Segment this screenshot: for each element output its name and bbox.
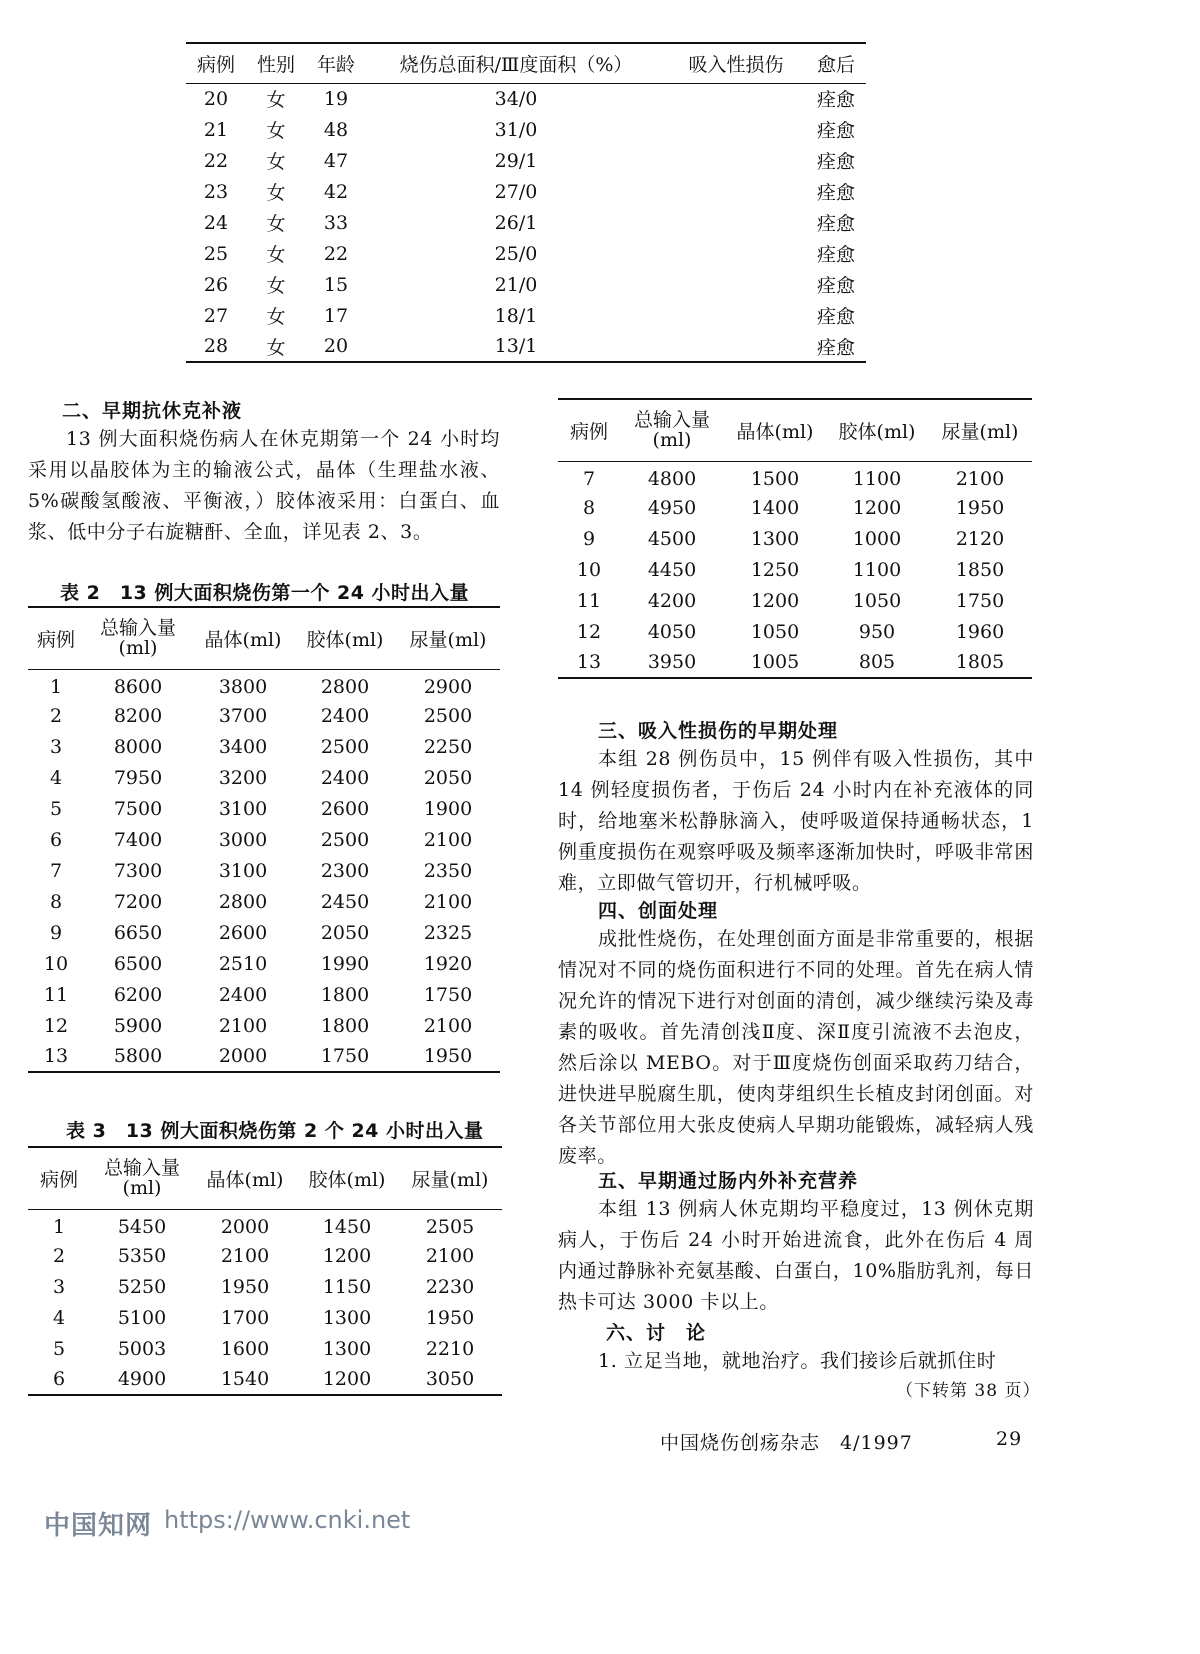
table-cell: 1200 <box>750 589 800 612</box>
table-cell: 2325 <box>423 921 473 944</box>
table-cell: 9 <box>582 527 596 550</box>
section-6-body: 1. 立足当地，就地治疗。我们接诊后就抓住时 <box>598 1350 997 1372</box>
table-row <box>28 1041 500 1072</box>
table-cell: 2400 <box>218 983 268 1006</box>
table-cell: 3100 <box>218 797 268 820</box>
table-cell: 4900 <box>117 1368 167 1390</box>
table-1 <box>186 42 866 363</box>
journal-footer: 中国烧伤创疡杂志 4/1997 <box>660 1432 913 1454</box>
table-cell: 5 <box>49 797 63 820</box>
table-cell: 1920 <box>423 952 473 975</box>
table-cell: 2100 <box>220 1244 270 1267</box>
table-cell: 2900 <box>423 675 473 698</box>
table-row <box>28 948 500 979</box>
section-4-heading: 四、创面处理 <box>598 900 719 922</box>
t3-header-colloid: 胶体(ml) <box>308 1168 386 1191</box>
table-row <box>28 1364 502 1395</box>
table-cell: 痊愈 <box>816 120 855 142</box>
table-cell: 2800 <box>218 890 268 913</box>
table-row <box>558 554 1032 585</box>
section-3-body: 本组 28 例伤员中，15 例伴有吸入性损伤，其中 14 例轻度损伤者，于伤后 24 小时内在补充液体的同时，给地塞米松静脉滴入，使呼吸道保持通畅状态，1 例重度损伤在观察呼吸及频率逐渐加快时，呼吸非常困难，立即做气管切开，行机械呼吸。 <box>558 748 1034 894</box>
table-cell: 2100 <box>423 828 473 851</box>
table-row <box>558 647 1032 678</box>
t2-header-case: 病例 <box>36 628 75 651</box>
table-cell: 3 <box>49 735 63 758</box>
table-cell: 1100 <box>852 558 902 581</box>
table-cell: 2100 <box>955 467 1005 490</box>
section-5-heading: 五、早期通过肠内外补充营养 <box>598 1170 859 1192</box>
table-cell: 1500 <box>750 467 800 490</box>
table-cell: 5250 <box>117 1275 167 1298</box>
table-cell: 1950 <box>955 496 1005 519</box>
t1-header-sex: 性别 <box>256 53 295 76</box>
table-cell: 2100 <box>218 1014 268 1037</box>
table-cell: 11 <box>43 983 69 1006</box>
table-cell: 21 <box>203 118 229 141</box>
t1-header-area: 烧伤总面积/Ⅲ度面积（%） <box>399 53 633 76</box>
table-cell: 7 <box>49 859 63 882</box>
table-row <box>28 669 500 700</box>
table-cell: 2350 <box>423 859 473 882</box>
t3c-header-urine: 尿量(ml) <box>941 420 1019 443</box>
table-cell: 2510 <box>218 952 268 975</box>
table-cell: 2050 <box>423 766 473 789</box>
section-2-body: 13 例大面积烧伤病人在休克期第一个 24 小时均采用以晶胶体为主的输液公式，晶体（生理盐水液、5%碳酸氢酸液、平衡液，）胶体液采用：白蛋白、血浆、低中分子右旋糖酐、全血，详见表 2、3。 <box>28 428 500 543</box>
table-cell: 1300 <box>750 527 800 550</box>
t2-header-total-label: 总输入量 <box>99 617 176 640</box>
table-cell: 1800 <box>320 983 370 1006</box>
t1-header-inhalation: 吸入性损伤 <box>688 53 784 76</box>
table-cell: 26/1 <box>494 211 538 234</box>
table-cell <box>666 114 806 145</box>
table-cell: 1300 <box>322 1337 372 1360</box>
t3c-header-total-label: 总输入量 <box>633 409 710 432</box>
t3c-header-colloid: 胶体(ml) <box>838 420 916 443</box>
t3c-header-case: 病例 <box>569 420 608 443</box>
table-cell: 4 <box>49 766 63 789</box>
table-cell: 4450 <box>647 558 697 581</box>
table-cell: 痊愈 <box>816 213 855 235</box>
table-cell: 8 <box>582 496 596 519</box>
table-cell: 5900 <box>113 1014 163 1037</box>
table-cell: 1600 <box>220 1337 270 1360</box>
table-cell: 6200 <box>113 983 163 1006</box>
table-cell: 7 <box>582 467 596 490</box>
t3-header-total-unit: (ml) <box>122 1177 162 1200</box>
table-row <box>28 979 500 1010</box>
table-cell: 5450 <box>117 1215 167 1238</box>
table-cell: 7500 <box>113 797 163 820</box>
table-cell: 1400 <box>750 496 800 519</box>
table-cell: 3400 <box>218 735 268 758</box>
table-cell: 1050 <box>750 620 800 643</box>
table-cell: 25/0 <box>494 242 538 265</box>
t3c-header-total <box>620 399 724 461</box>
table-cell: 1 <box>49 675 63 698</box>
table-cell: 2000 <box>220 1215 270 1238</box>
table-cell: 1 <box>52 1215 66 1238</box>
table-cell: 痊愈 <box>816 275 855 297</box>
table-cell: 女 <box>266 275 286 297</box>
table-cell <box>666 300 806 331</box>
table-row <box>28 1010 500 1041</box>
table-cell: 7200 <box>113 890 163 913</box>
continued-note: （下转第 38 页） <box>896 1381 1041 1401</box>
table-cell: 1200 <box>852 496 902 519</box>
table-cell: 28 <box>203 335 229 357</box>
section-6-heading: 六、讨 论 <box>606 1322 707 1344</box>
table-cell <box>666 83 806 114</box>
table-row <box>28 1302 502 1333</box>
t3-header-crystal: 晶体(ml) <box>206 1168 284 1191</box>
table-row <box>558 492 1032 523</box>
table-cell: 1300 <box>322 1306 372 1329</box>
table-row <box>186 269 866 300</box>
t2-header-total <box>84 607 192 669</box>
table-cell: 8000 <box>113 735 163 758</box>
table-cell: 3700 <box>218 704 268 727</box>
table-cell: 1250 <box>750 558 800 581</box>
table-cell: 4950 <box>647 496 697 519</box>
table-cell <box>666 269 806 300</box>
table-cell: 805 <box>858 651 896 673</box>
table-cell: 13/1 <box>494 335 538 357</box>
table-cell: 1450 <box>322 1215 372 1238</box>
table-cell: 2500 <box>320 735 370 758</box>
table-cell <box>666 238 806 269</box>
table-cell: 5350 <box>117 1244 167 1267</box>
table-cell: 1750 <box>955 589 1005 612</box>
table-row <box>186 145 866 176</box>
t2-header-crystal: 晶体(ml) <box>204 628 282 651</box>
table-row <box>558 523 1032 554</box>
table-cell: 2500 <box>320 828 370 851</box>
table-cell: 2500 <box>423 704 473 727</box>
table-row <box>186 331 866 362</box>
table-cell: 22 <box>203 149 229 172</box>
table-cell: 8200 <box>113 704 163 727</box>
table-3 <box>28 1146 502 1396</box>
section-3-heading: 三、吸入性损伤的早期处理 <box>598 720 839 742</box>
table-cell: 31/0 <box>494 118 538 141</box>
table-cell: 13 <box>576 651 602 673</box>
table-cell: 10 <box>576 558 602 581</box>
table-cell: 痊愈 <box>816 244 855 266</box>
table-row <box>28 1271 502 1302</box>
t1-header-case: 病例 <box>196 53 235 76</box>
table-cell: 2230 <box>425 1275 475 1298</box>
section-2-heading: 二、早期抗休克补液 <box>62 400 243 422</box>
table-row <box>28 793 500 824</box>
table-cell: 4200 <box>647 589 697 612</box>
table-row <box>28 855 500 886</box>
table-cell: 3050 <box>425 1368 475 1390</box>
table-cell: 2100 <box>423 890 473 913</box>
section-4-body: 成批性烧伤，在处理创面方面是非常重要的，根据情况对不同的烧伤面积进行不同的处理。首先在病人情况允许的情况下进行对创面的清创，减少继续污染及毒素的吸收。首先清创浅Ⅱ度、深Ⅱ度引流液不去泡皮，然后涂以 MEBO。对于Ⅲ度烧伤创面采取药刀结合，进快进早脱腐生肌，使肉芽组织生长植皮封闭创面。对各关节部位用大张皮使病人早期功能锻炼，减轻病人残废率。 <box>558 928 1034 1167</box>
table-cell: 20 <box>203 87 229 110</box>
table-cell: 1750 <box>320 1045 370 1067</box>
table-cell: 2050 <box>320 921 370 944</box>
table-cell: 10 <box>43 952 69 975</box>
table-3-continued <box>558 398 1032 679</box>
table-row <box>186 176 866 207</box>
t1-header-outcome: 愈后 <box>816 53 855 76</box>
table-cell: 女 <box>266 120 286 142</box>
table-cell: 950 <box>858 620 896 643</box>
table-cell: 3950 <box>647 651 697 673</box>
table-cell: 5100 <box>117 1306 167 1329</box>
table-cell: 2100 <box>425 1244 475 1267</box>
table-row <box>28 700 500 731</box>
table-cell <box>666 207 806 238</box>
table-cell: 女 <box>266 151 286 173</box>
table-cell: 2100 <box>423 1014 473 1037</box>
table-cell: 4 <box>52 1306 66 1329</box>
table-cell: 2250 <box>423 735 473 758</box>
table-row <box>28 731 500 762</box>
table-cell: 女 <box>266 244 286 266</box>
table-cell: 女 <box>266 213 286 235</box>
table-cell: 2 <box>49 704 63 727</box>
table-row <box>186 114 866 145</box>
table-cell: 4050 <box>647 620 697 643</box>
table-cell: 47 <box>323 149 349 172</box>
table-cell: 1050 <box>852 589 902 612</box>
table-cell: 27/0 <box>494 180 538 203</box>
table-cell: 1200 <box>322 1368 372 1390</box>
table-cell <box>666 145 806 176</box>
table-cell: 6 <box>49 828 63 851</box>
table-row <box>558 585 1032 616</box>
table-cell: 痊愈 <box>816 182 855 204</box>
table-cell: 5 <box>52 1337 66 1360</box>
table-cell: 9 <box>49 921 63 944</box>
t3c-header-total-unit: (ml) <box>652 429 692 452</box>
table-cell: 29/1 <box>494 149 538 172</box>
table-cell: 4500 <box>647 527 697 550</box>
table-cell: 2600 <box>320 797 370 820</box>
table-cell: 22 <box>323 242 349 265</box>
table-cell <box>666 176 806 207</box>
page-number: 29 <box>996 1428 1023 1450</box>
table-row <box>186 300 866 331</box>
table-cell: 33 <box>323 211 349 234</box>
cnki-url[interactable]: https://www.cnki.net <box>164 1506 411 1534</box>
table-row <box>28 824 500 855</box>
section-5-body: 本组 13 例病人休克期均平稳度过，13 例休克期病人，于伤后 24 小时开始进流食，此外在伤后 4 周内通过静脉补充氨基酸、白蛋白，10%脂肪乳剂，每日热卡可达 3000 卡以上。 <box>558 1198 1034 1313</box>
table-cell: 8600 <box>113 675 163 698</box>
t2-header-colloid: 胶体(ml) <box>306 628 384 651</box>
table-cell: 23 <box>203 180 229 203</box>
table-cell: 2450 <box>320 890 370 913</box>
table-cell: 痊愈 <box>816 151 855 173</box>
table-cell: 1990 <box>320 952 370 975</box>
table-cell: 女 <box>266 306 286 328</box>
table-cell: 2400 <box>320 766 370 789</box>
table-cell: 2000 <box>218 1045 268 1067</box>
table-row <box>28 886 500 917</box>
table-row <box>28 1209 502 1240</box>
table-cell: 2120 <box>955 527 1005 550</box>
table-cell: 18/1 <box>494 304 538 327</box>
table-cell: 15 <box>323 273 349 296</box>
table-cell: 1150 <box>322 1275 372 1298</box>
table-cell: 3100 <box>218 859 268 882</box>
table-cell: 2400 <box>320 704 370 727</box>
table-row <box>558 461 1032 492</box>
table-cell: 19 <box>323 87 349 110</box>
table-cell: 25 <box>203 242 229 265</box>
table-cell: 7300 <box>113 859 163 882</box>
table-cell: 痊愈 <box>816 306 855 328</box>
table-cell: 女 <box>266 336 286 359</box>
table-cell: 2 <box>52 1244 66 1267</box>
table-cell: 6500 <box>113 952 163 975</box>
table-row <box>28 1333 502 1364</box>
table-cell: 2600 <box>218 921 268 944</box>
table-cell: 7400 <box>113 828 163 851</box>
table-cell: 6650 <box>113 921 163 944</box>
table-cell: 1960 <box>955 620 1005 643</box>
table-cell: 女 <box>266 89 286 112</box>
table-row <box>28 762 500 793</box>
t3-header-total-label: 总输入量 <box>103 1157 180 1180</box>
table-cell: 1005 <box>750 651 800 673</box>
table-cell: 6 <box>52 1368 66 1390</box>
table-cell: 3 <box>52 1275 66 1298</box>
table-cell: 1540 <box>220 1368 270 1390</box>
table-cell: 8 <box>49 890 63 913</box>
table-cell: 11 <box>576 589 602 612</box>
table-cell: 13 <box>43 1045 69 1067</box>
table-cell: 3800 <box>218 675 268 698</box>
table-cell: 1800 <box>320 1014 370 1037</box>
table-cell: 12 <box>576 620 602 643</box>
table-cell: 1200 <box>322 1244 372 1267</box>
table-cell: 3000 <box>218 828 268 851</box>
table-cell: 42 <box>323 180 349 203</box>
table-cell: 2800 <box>320 675 370 698</box>
table-cell: 痊愈 <box>816 336 855 359</box>
table-cell: 痊愈 <box>816 89 855 112</box>
table-2 <box>28 606 500 1073</box>
t3c-header-crystal: 晶体(ml) <box>736 420 814 443</box>
table-cell: 27 <box>203 304 229 327</box>
t2-header-total-unit: (ml) <box>118 637 158 660</box>
table-row <box>558 616 1032 647</box>
table-cell: 1805 <box>955 651 1005 673</box>
table-cell: 21/0 <box>494 273 538 296</box>
table-row <box>28 917 500 948</box>
table-cell: 1850 <box>955 558 1005 581</box>
table-cell: 1100 <box>852 467 902 490</box>
table-cell: 34/0 <box>494 87 538 110</box>
table-2-caption: 表 2 13 例大面积烧伤第一个 24 小时出入量 <box>60 582 470 604</box>
table-cell: 2300 <box>320 859 370 882</box>
table-cell: 20 <box>323 335 349 357</box>
table-cell: 1900 <box>423 797 473 820</box>
table-cell: 5800 <box>113 1045 163 1067</box>
table-cell: 17 <box>323 304 349 327</box>
table-cell: 1750 <box>423 983 473 1006</box>
table-row <box>28 1240 502 1271</box>
cnki-logo-text: 中国知网 <box>44 1511 153 1541</box>
table-cell: 1950 <box>425 1306 475 1329</box>
table-row <box>186 207 866 238</box>
t3-header-case: 病例 <box>39 1168 78 1191</box>
table-cell <box>666 331 806 362</box>
table-cell: 26 <box>203 273 229 296</box>
table-3-caption: 表 3 13 例大面积烧伤第 2 个 24 小时出入量 <box>66 1120 484 1142</box>
table-row <box>186 238 866 269</box>
table-cell: 女 <box>266 182 286 204</box>
table-cell: 1000 <box>852 527 902 550</box>
table-cell: 3200 <box>218 766 268 789</box>
table-cell: 48 <box>323 118 349 141</box>
t1-header-age: 年龄 <box>316 53 355 76</box>
table-cell: 12 <box>43 1014 69 1037</box>
table-cell: 1950 <box>220 1275 270 1298</box>
table-cell: 1700 <box>220 1306 270 1329</box>
table-cell: 24 <box>203 211 229 234</box>
table-cell: 2210 <box>425 1337 475 1360</box>
t3-header-urine: 尿量(ml) <box>411 1168 489 1191</box>
table-cell: 5003 <box>117 1337 167 1360</box>
table-cell: 4800 <box>647 467 697 490</box>
t2-header-urine: 尿量(ml) <box>409 628 487 651</box>
table-cell: 1950 <box>423 1045 473 1067</box>
table-cell: 2505 <box>425 1215 475 1238</box>
table-cell: 7950 <box>113 766 163 789</box>
t3-header-total <box>90 1147 194 1209</box>
table-row <box>186 83 866 114</box>
